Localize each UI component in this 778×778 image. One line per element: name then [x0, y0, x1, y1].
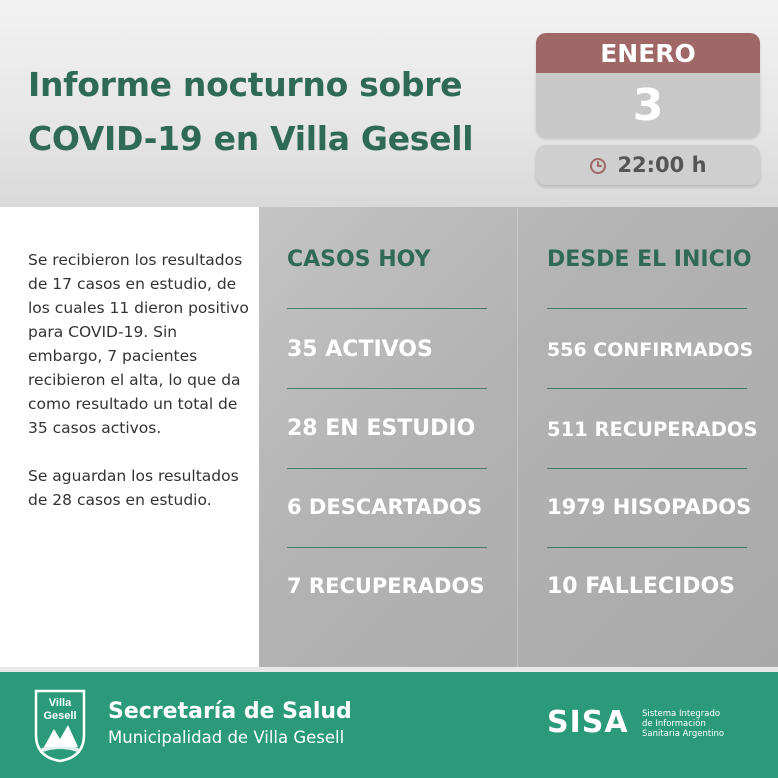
rule-total-2 — [547, 388, 747, 389]
stat-today-2: 28 EN ESTUDIO — [287, 416, 476, 441]
stat-total-1: 556 CONFIRMADOS — [547, 339, 754, 361]
total-header: DESDE EL INICIO — [547, 247, 752, 272]
rule-today-2 — [287, 388, 487, 389]
title-line-1: Informe nocturno sobre — [28, 65, 463, 104]
sisa-line-2: de Información — [642, 719, 706, 729]
stat-today-4: 7 RECUPERADOS — [287, 574, 485, 598]
rule-total-4 — [547, 547, 747, 548]
time-badge — [536, 145, 760, 185]
org-subtitle: Municipalidad de Villa Gesell — [108, 728, 345, 747]
rule-today-3 — [287, 468, 487, 469]
rule-total-1 — [547, 308, 747, 309]
column-divider — [517, 207, 518, 667]
stat-total-3: 1979 HISOPADOS — [547, 495, 752, 519]
stat-total-4: 10 FALLECIDOS — [547, 574, 736, 599]
org-title: Secretaría de Salud — [108, 699, 352, 724]
title-line-2: COVID-19 en Villa Gesell — [28, 119, 474, 158]
logo-text-line-2: Gesell — [43, 710, 77, 722]
rule-today-1 — [287, 308, 487, 309]
day-badge: 3 — [536, 73, 760, 137]
summary-paragraph-2: Se aguardan los resultados de 28 casos en estudio. — [28, 467, 239, 509]
rule-total-3 — [547, 468, 747, 469]
month-badge: ENERO — [536, 33, 760, 73]
stat-total-2: 511 RECUPERADOS — [547, 418, 758, 441]
sisa-logo: SISA — [547, 705, 629, 740]
rule-today-4 — [287, 547, 487, 548]
time-text: 22:00 h — [617, 153, 707, 177]
page-title — [28, 58, 518, 166]
summary-text — [28, 248, 256, 536]
summary-paragraph-1: Se recibieron los resultados de 17 casos en estudio, de los cuales 11 dieron positivo para COVID-19. Sin embargo, 7 pacientes recibieron el alta, lo que da como resultado un total de 35 casos activos. — [28, 251, 249, 437]
stat-today-3: 6 DESCARTADOS — [287, 495, 483, 519]
stat-today-1: 35 ACTIVOS — [287, 337, 433, 362]
sisa-line-3: Sanitaria Argentino — [642, 729, 725, 739]
logo-text-line-1: Villa — [48, 697, 72, 709]
clock-icon — [589, 156, 607, 174]
sisa-line-1: Sistema Integrado — [642, 709, 721, 719]
villa-gesell-logo — [30, 687, 90, 763]
sisa-caption — [642, 709, 742, 739]
stats-panel — [259, 207, 778, 667]
today-header: CASOS HOY — [287, 247, 431, 272]
